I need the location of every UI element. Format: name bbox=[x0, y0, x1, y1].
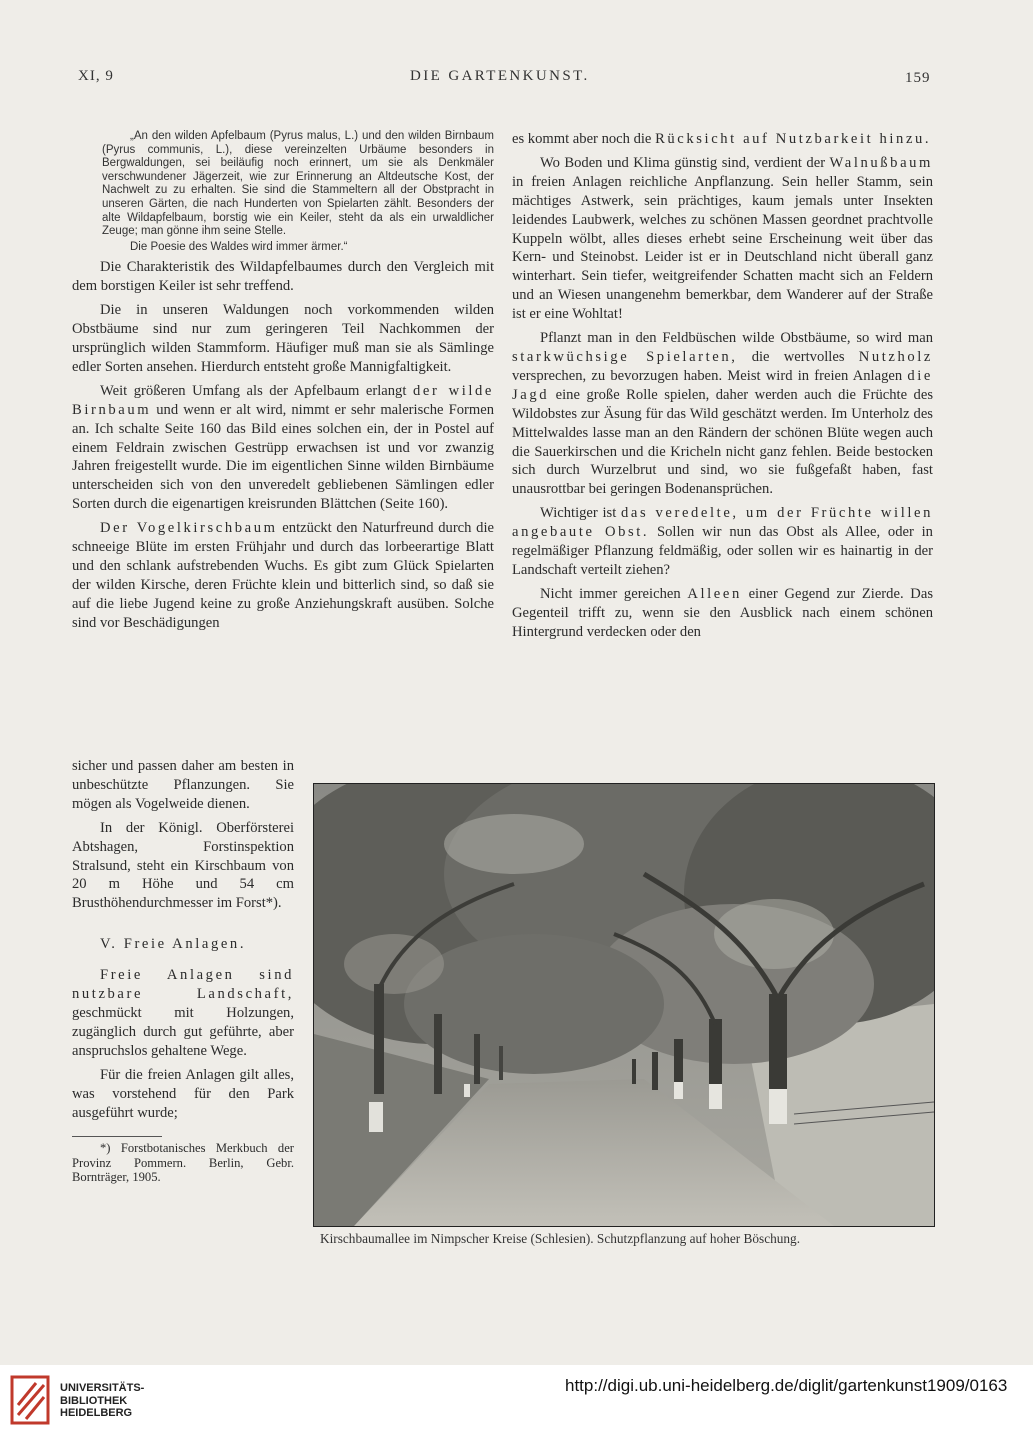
r3-spaced-f: die Jagd bbox=[512, 367, 933, 403]
r3-spaced-d: Nutzholz bbox=[858, 348, 933, 365]
digitization-footer bbox=[0, 1365, 1033, 1439]
r2-text-c: in freien Anlagen reichliche Anpflanzung. Sein heller Stamm, sein mächtiges Astwerk, sein prächtiges, kaum jemals unter Insekten leidendes Laubwerk, welches zu schönen Massen geordnet prachtvolle Kuppeln wölbt, alles dieses erhebt seine Erscheinung weit über das Kern- und Steinobst. Leider ist er in Deutschland nicht überall ganz winterhart. Sein tiefer, weitgreifender Schatten macht sich an Feldern und an Wiesen unangenehm bemerkbar, dem Wanderer auf der Straße ist er eine Wohltat! bbox=[512, 173, 933, 323]
r4-text-c: Sollen wir nun das Obst als Allee, oder in regelmäßiger Pflanzung feldmäßig, oder sollen wir es hainartig in der Landschaft verteilt ziehen? bbox=[512, 524, 933, 578]
p6-text-b: geschmückt mit Holzungen, zugänglich durch gut geführte, aber anspruchslos gehaltene Wege. bbox=[72, 1004, 294, 1059]
p3-spaced-term: der wilde Birnbaum bbox=[72, 382, 494, 418]
p4-spaced-term: Der Vogelkirschbaum bbox=[100, 520, 278, 537]
library-name-line-1: UNIVERSITÄTS- bbox=[60, 1382, 145, 1394]
paragraph-1: Die Charakteristik des Wildapfelbaumes durch den Vergleich mit dem borstigen Keiler ist sehr treffend. bbox=[72, 259, 494, 295]
r2-text-a: Wo Boden und Klima günstig sind, verdient der bbox=[540, 154, 830, 171]
paragraph-4 bbox=[72, 519, 494, 632]
r3-spaced-b: starkwüchsige Spielarten, bbox=[512, 348, 738, 365]
r4-spaced-b: das veredelte, um der Früchte willen angebaute Obst. bbox=[512, 505, 933, 541]
library-logo-icon bbox=[10, 1375, 52, 1427]
cherry-avenue-photo bbox=[313, 783, 935, 1227]
paragraph-6 bbox=[72, 966, 294, 1061]
r-paragraph-5 bbox=[512, 585, 933, 642]
right-column bbox=[512, 130, 933, 642]
r3-text-a: Pflanzt man in den Feldbüschen wilde Obstbäume, so wird man bbox=[540, 330, 933, 347]
volume-number: XI, 9 bbox=[78, 68, 114, 84]
r2-spaced-term: Walnußbaum bbox=[829, 154, 933, 171]
paragraph-5: In der Königl. Oberförsterei Abtshagen, Forstinspektion Stralsund, steht ein Kirschbaum von 20 m Höhe und 54 cm Brusthöhendurchmesser im Forst*). bbox=[72, 819, 294, 912]
r5-spaced-b: Alleen bbox=[687, 585, 742, 602]
r1-text: es kommt aber noch die bbox=[512, 131, 656, 147]
left-narrow-column bbox=[72, 757, 294, 1185]
library-name-line-2: BIBLIOTHEK bbox=[60, 1394, 128, 1407]
source-url-link[interactable]: http://digi.ub.uni-heidelberg.de/diglit/gartenkunst1909/0163 bbox=[565, 1376, 1008, 1395]
r3-text-c: die wertvolles bbox=[737, 348, 859, 365]
avenue-illustration bbox=[314, 784, 934, 1226]
p3-text-c: und wenn er alt wird, nimmt er sehr malerische Formen an. Ich schalte Seite 160 das Bild eines solchen ein, der in Postel auf einem Feldrain zwischen Gestrüpp erwachsen ist und vor zwanzig Jahren freigestellt wurde. Die im eigentlichen Sinne wilden Birnbäume unterscheiden sich von den unveredelt gebliebenen Sämlingen edler Sorten durch die eigenartigen kreisrunden Blättchen (Seite 160). bbox=[72, 401, 494, 513]
paragraph-2: Die in unseren Waldungen noch vorkommenden wilden Obstbäume sind nur zum geringeren Teil Nachkommen der ursprünglich wilden Stammform. Häufiger muß man sie als Sämlinge edler Sorten ansehen. Hierdurch entsteht große Mannigfaltigkeit. bbox=[72, 302, 494, 375]
journal-title: DIE GARTENKUNST. bbox=[410, 68, 590, 84]
p3-text-a: Weit größeren Umfang als der Apfelbaum erlangt bbox=[100, 382, 407, 399]
quote-block: „An den wilden Apfelbaum (Pyrus malus, L.) und den wilden Birnbaum (Pyrus communis, L.), diese vereinzelten Urbäume besonders in Bergwaldungen, sei beiläufig noch erinnert, um sie als Denkmäler verschwundener Jägerzeit, wie zur Erinnerung an Altdeutsche Kost, der Nachwelt zu zu erhalten. Sie sind die Stammeltern all der Obstpracht in unseren Gärten, die nach Hunderten von Spielarten zählt. Besonders der alte Wildapfelbaum, borstig wie ein Keiler, steht da als ein urwaldlicher Zeuge; man gönne ihm seine Stelle. bbox=[102, 130, 494, 238]
r3-text-g: eine große Rolle spielen, daher werden auch die Früchte des Wildobstes zur Äsung für das Wild geschätzt werden. Im Unterholz des Mittelwaldes lasse man an den Rändern der schönen Blüte wegen auch die Sauerkirschen und die Kricheln nicht ganz fehlen. Beide bestocken sich durch Wurzelbrut und sind, wo sie fußgefaßt haben, fast unausrottbar bei geringen Bodenansprüchen. bbox=[512, 386, 933, 498]
left-column bbox=[72, 130, 494, 633]
section-heading: V. Freie Anlagen. bbox=[100, 936, 247, 953]
r5-text-c: einer Gegend zur Zierde. Das Gegenteil trifft zu, wenn sie den Ausblick nach einem schönen Hintergrund verdecken oder den bbox=[512, 585, 933, 640]
p6-spaced-definition: Freie Anlagen sind nutzbare Landschaft, bbox=[72, 967, 294, 1003]
r1-spaced-term: Rücksicht auf Nutzbarkeit hinzu. bbox=[655, 131, 932, 147]
p4-text-b: entzückt den Naturfreund durch die schneeige Blüte im ersten Frühjahr und durch das lorbeerartige Blatt und den schlank aufstrebenden Wuchs. Es gibt zum Glück Spielarten der wilden Kirsche, deren Früchte klein und bitterlich sind, so daß sie auf die liebe Jugend keine zu große Anziehungskraft ausüben. Solche sind vor Beschädigungen bbox=[72, 520, 494, 631]
paragraph-3 bbox=[72, 382, 494, 514]
r3-text-e: versprechen, zu bevorzugen haben. Meist wird in freien Anlagen bbox=[512, 367, 908, 384]
photo-caption: Kirschbaumallee im Nimpscher Kreise (Schlesien). Schutzpflanzung auf hoher Böschung. bbox=[320, 1231, 801, 1246]
r-paragraph-4 bbox=[512, 504, 933, 580]
paragraph-7: Für die freien Anlagen gilt alles, was vorstehend für den Park ausgeführt wurde; bbox=[72, 1066, 294, 1121]
r-paragraph-3 bbox=[512, 329, 933, 499]
paragraph-4-continued: sicher und passen daher am besten in unbeschützte Pflanzungen. Sie mögen als Vogelweide dienen. bbox=[72, 758, 294, 812]
footnote: *) Forstbotanisches Merkbuch der Provinz Pommern. Berlin, Gebr. Bornträger, 1905. bbox=[72, 1141, 294, 1185]
r-paragraph-2 bbox=[512, 154, 933, 324]
page-number: 159 bbox=[905, 70, 931, 86]
r-paragraph-1 bbox=[512, 130, 933, 149]
r4-text-a: Wichtiger ist bbox=[540, 505, 621, 522]
footnote-rule bbox=[72, 1136, 162, 1137]
quote-end: Die Poesie des Waldes wird immer ärmer.“ bbox=[130, 240, 348, 253]
library-name-line-3: HEIDELBERG bbox=[60, 1407, 133, 1419]
r5-text-a: Nicht immer gereichen bbox=[540, 585, 688, 602]
library-name bbox=[60, 1382, 144, 1420]
